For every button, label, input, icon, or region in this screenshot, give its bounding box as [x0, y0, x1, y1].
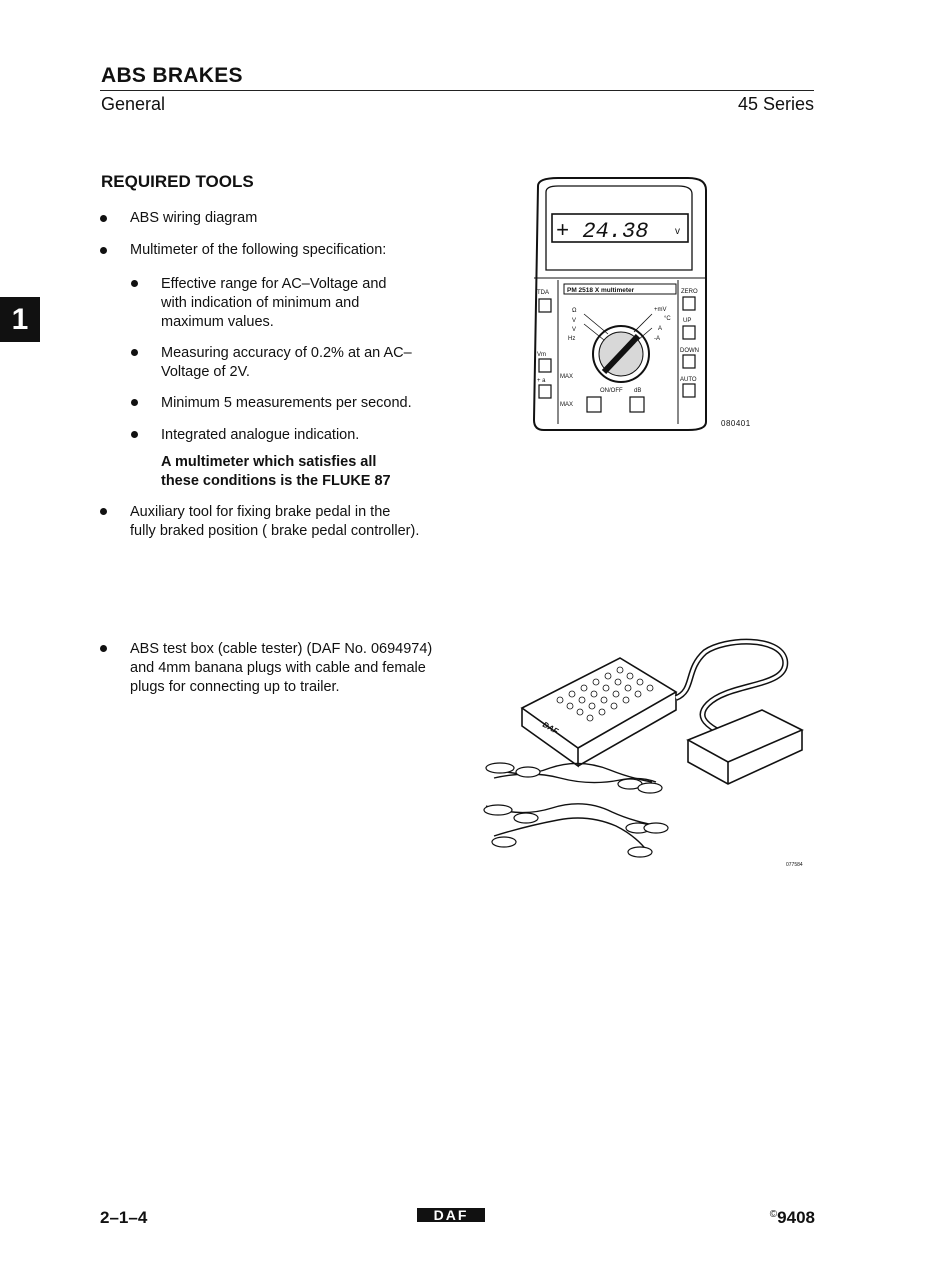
- right-label: ZERO: [681, 289, 698, 295]
- box-brand-label: DAF: [541, 719, 560, 736]
- list-item: Multimeter of the following specification:: [130, 242, 387, 258]
- left-label: + a: [537, 378, 546, 384]
- figure-code: 077584: [786, 862, 803, 868]
- fluke-note: A multimeter which satisfies all these conditions is the FLUKE 87: [161, 454, 391, 489]
- spec-item: Integrated analogue indication.: [161, 427, 360, 443]
- display-unit: v: [675, 226, 680, 237]
- bullet-icon: [100, 508, 107, 515]
- bottom-key: [630, 397, 644, 412]
- model-label: PM 2518 X multimeter: [567, 287, 635, 294]
- list-item: ABS test box (cable tester) (DAF No. 0694974) and 4mm banana plugs with cable and female plugs for connecting up to trailer.: [130, 641, 433, 695]
- right-label: AUTO: [680, 377, 697, 383]
- bullet-icon: [100, 215, 107, 222]
- section-label: General: [101, 94, 166, 114]
- bottom-label: MAX: [560, 402, 574, 408]
- dial-label: °C: [664, 316, 671, 322]
- bottom-key: [587, 397, 601, 412]
- cable-tester-illustration: [480, 630, 805, 875]
- right-key: [683, 297, 695, 310]
- copyright-mark: ©: [769, 1209, 778, 1220]
- doc-code-value: 9408: [777, 1208, 815, 1227]
- header-rule: [100, 90, 814, 91]
- dial-label: V: [572, 327, 577, 333]
- page-number: 2–1–4: [100, 1208, 148, 1227]
- spec-item: Effective range for AC–Voltage and with indication of minimum and maximum values.: [161, 276, 387, 330]
- bullet-icon: [131, 431, 138, 438]
- spec-item: Measuring accuracy of 0.2% at an AC–Voltage of 2V.: [161, 345, 412, 380]
- bottom-label: dB: [634, 388, 642, 394]
- daf-logo: [417, 1206, 485, 1224]
- right-key: [683, 355, 695, 368]
- bullet-icon: [131, 399, 138, 406]
- dial-label: -A: [654, 336, 660, 342]
- dial-label: V: [572, 318, 577, 324]
- dial-label: +mV: [654, 307, 667, 313]
- bullet-icon: [100, 645, 107, 652]
- left-key: [539, 385, 551, 398]
- left-key: [539, 359, 551, 372]
- bullet-icon: [131, 280, 138, 287]
- left-label: TDA: [537, 290, 549, 296]
- dial-label: A: [658, 326, 663, 332]
- right-key: [683, 384, 695, 397]
- bullet-icon: [131, 349, 138, 356]
- doc-code: [770, 1208, 815, 1228]
- series-label: 45 Series: [737, 94, 814, 114]
- page-title: ABS BRAKES: [101, 64, 243, 87]
- right-key: [683, 326, 695, 339]
- spec-item: Minimum 5 measurements per second.: [161, 395, 412, 411]
- dial-label: Hz: [568, 336, 576, 342]
- figure-code: 080401: [721, 419, 751, 428]
- bottom-label: ON/OFF: [600, 388, 623, 394]
- left-label: Vm: [537, 352, 546, 358]
- left-key: [539, 299, 551, 312]
- multimeter-illustration: [528, 174, 714, 436]
- bullet-icon: [100, 247, 107, 254]
- list-item: Auxiliary tool for fixing brake pedal in the fully braked position ( brake pedal controller).: [130, 504, 420, 539]
- right-label: UP: [683, 318, 692, 324]
- bottom-label: MAX: [560, 374, 574, 380]
- logo-text: DAF: [433, 1207, 469, 1223]
- chapter-tab: 1: [0, 297, 40, 342]
- right-label: DOWN: [680, 348, 699, 354]
- section-heading: REQUIRED TOOLS: [101, 172, 254, 191]
- list-item: ABS wiring diagram: [130, 210, 258, 226]
- display-readout: + 24.38: [556, 219, 649, 244]
- dial-label: Ω: [572, 308, 577, 314]
